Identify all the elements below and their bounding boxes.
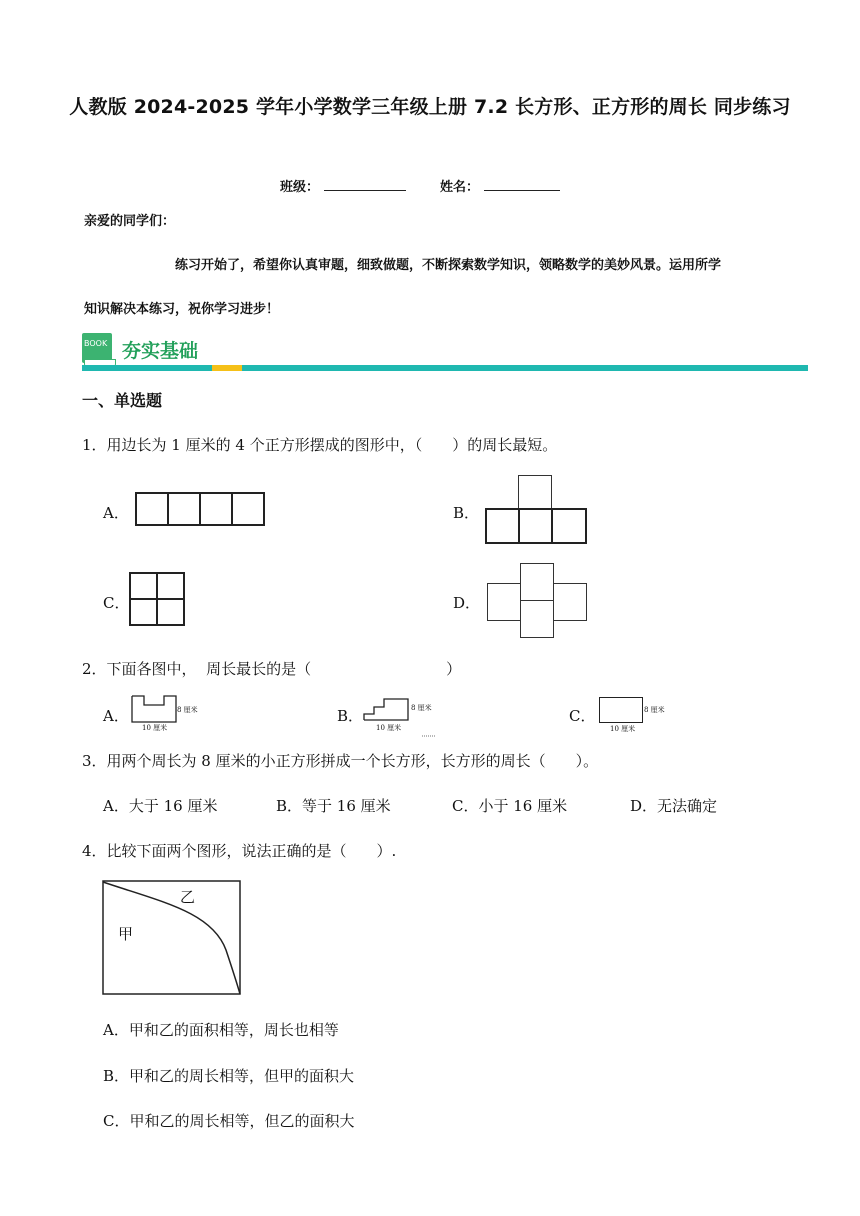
q1-figure-b [485,475,589,545]
book-icon-text: BOOK [84,339,108,348]
question-3-text: 3．用两个周长为 8 厘米的小正方形拼成一个长方形，长方形的周长（ ）。 [82,752,599,770]
q2-b-height-label: 8 厘米 [411,704,432,712]
question-4-text: 4．比较下面两个图形，说法正确的是（ ）. [82,842,397,860]
q4-option-c[interactable]: C．甲和乙的周长相等，但乙的面积大 [103,1112,355,1130]
q2-b-width-label: 10 厘米 [376,724,402,732]
name-label: 姓名： [440,180,480,195]
page-title: 人教版 2024-2025 学年小学数学三年级上册 7.2 长方形、正方形的周长 同步练习 [69,96,791,118]
q4-option-a[interactable]: A．甲和乙的面积相等，周长也相等 [103,1021,339,1039]
q1-figure-d [487,563,587,641]
class-field-row [280,176,406,195]
book-icon [82,333,116,367]
q4-option-b[interactable]: B．甲和乙的周长相等，但甲的面积大 [103,1067,355,1085]
q1-figure-c [129,572,187,628]
greeting: 亲爱的同学们： [84,214,176,229]
q2-a-height-label: 8 厘米 [177,706,198,714]
question-2-text: 2．下面各图中， 周长最长的是（ ） [82,660,462,678]
q1-figure-a [135,492,269,526]
class-label: 班级： [280,180,320,195]
q1-option-d-label[interactable]: D． [453,594,481,612]
q2-c-height-label: 8 厘米 [644,706,665,714]
q4-label-yi: 乙 [180,888,196,906]
intro-line-1: 练习开始了，希望你认真审题，细致做题，不断探索数学知识，领略数学的美妙风景。运用所学 [175,258,722,273]
name-field-row [440,176,560,195]
question-1-text: 1．用边长为 1 厘米的 4 个正方形摆成的图形中，（ ）的周长最短。 [82,436,558,454]
q2-figure-b [362,694,442,738]
q1-option-c-label[interactable]: C． [103,594,130,612]
section-heading: 一、单选题 [82,391,163,410]
q2-c-width-label: 10 厘米 [610,725,636,733]
q2-figure-c [599,697,643,723]
q3-option-a[interactable]: A．大于 16 厘米 [103,797,218,815]
q4-label-jia: 甲 [118,925,134,943]
q2-option-c-label[interactable]: C． [569,707,596,725]
q3-option-d[interactable]: D．无法确定 [630,797,718,815]
q2-option-b-label[interactable]: B． [337,707,364,725]
banner-underline [82,365,808,371]
banner-accent [212,365,242,371]
class-blank[interactable] [324,176,406,191]
q3-option-b[interactable]: B．等于 16 厘米 [276,797,391,815]
q2-option-a-label[interactable]: A． [103,707,129,725]
name-blank[interactable] [484,176,560,191]
q1-option-a-label[interactable]: A． [103,504,129,522]
section-banner-title: 夯实基础 [122,340,199,362]
q2-a-width-label: 10 厘米 [142,724,168,732]
q1-option-b-label[interactable]: B． [453,504,480,522]
intro-line-2: 知识解决本练习，祝你学习进步！ [84,302,280,317]
q3-option-c[interactable]: C．小于 16 厘米 [452,797,568,815]
